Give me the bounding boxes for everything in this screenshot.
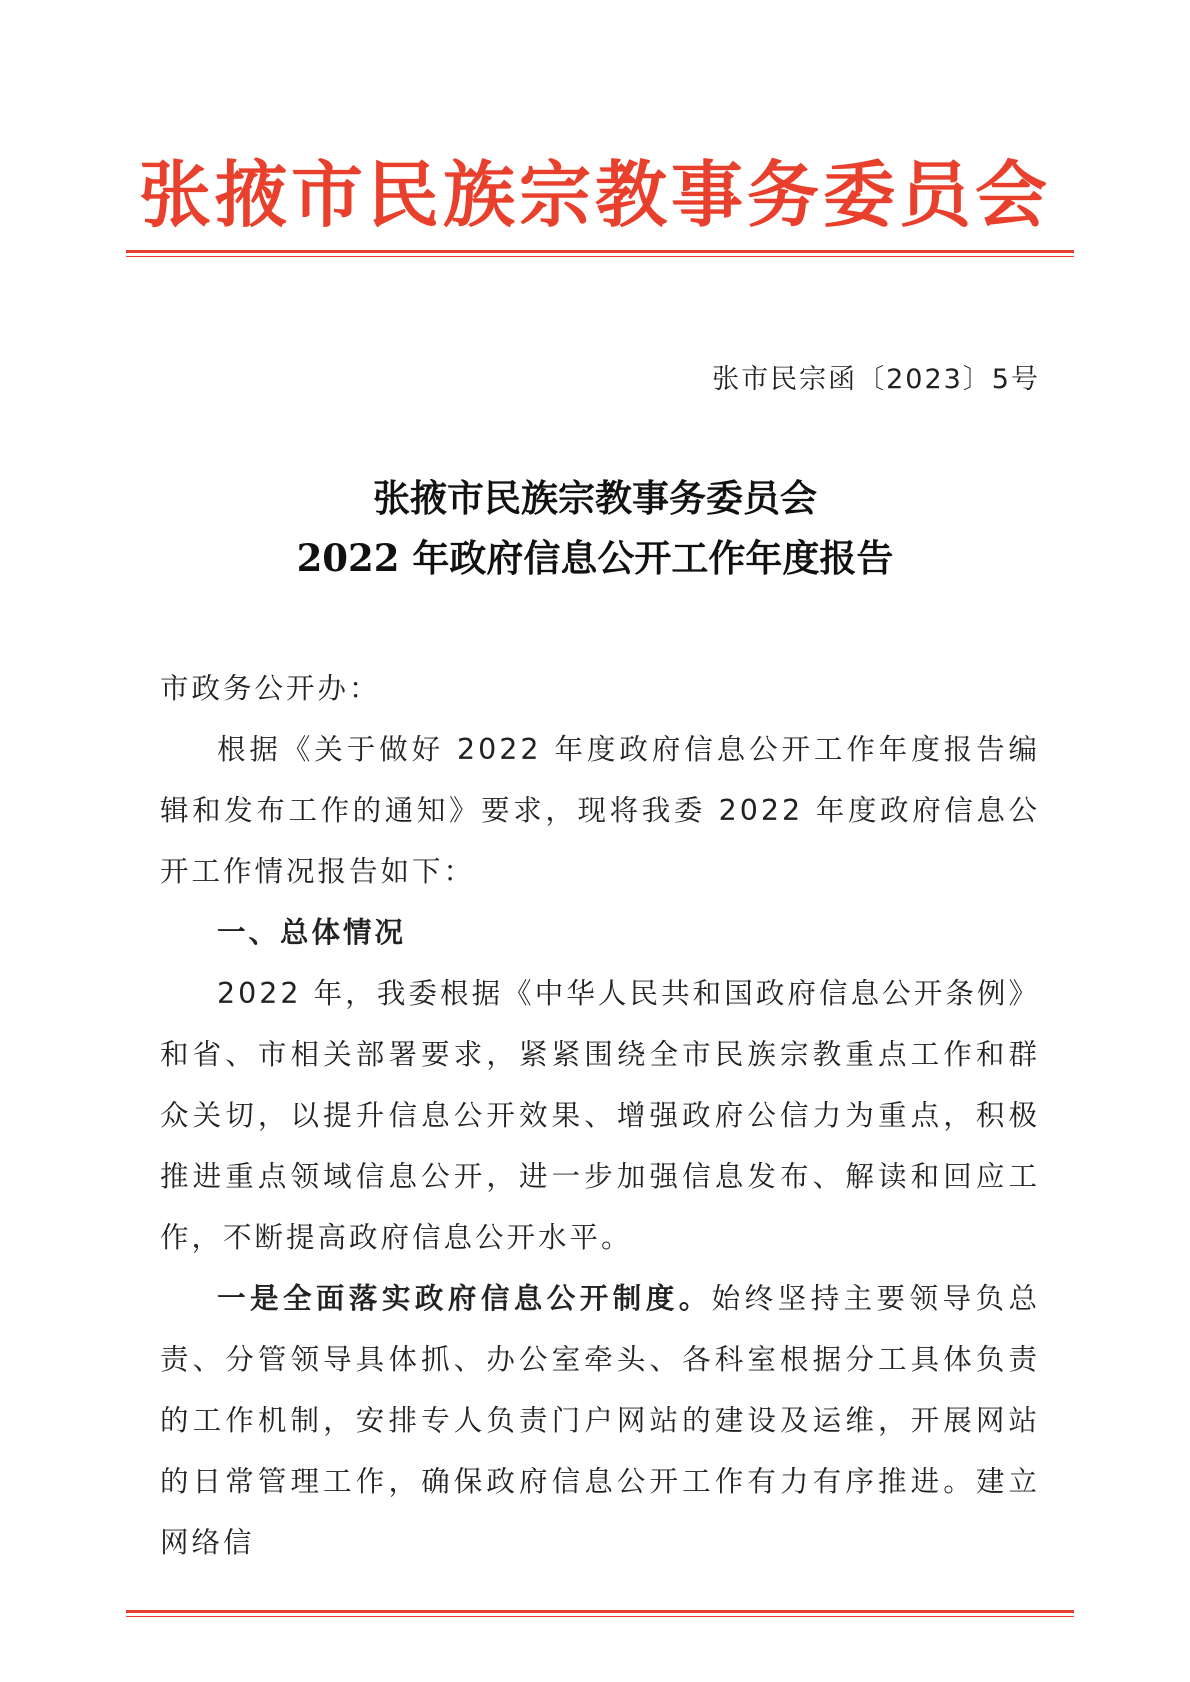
intro-paragraph: 根据《关于做好 2022 年度政府信息公开工作年度报告编辑和发布工作的通知》要求，现将我委 2022 年度政府信息公开工作情况报告如下： <box>160 733 1040 888</box>
organization-header: 张掖市民族宗教事务委员会 <box>138 152 1051 237</box>
salutation: 市政务公开办： <box>160 672 381 705</box>
system-paragraph <box>160 1268 1040 1573</box>
document-title-line2: 2022 年政府信息公开工作年度报告 <box>296 536 894 580</box>
document-body <box>160 658 1040 1573</box>
system-paragraph-body: 始终坚持主要领导负总责、分管领导具体抓、办公室牵头、各科室根据分工具体负责的工作机制，安排专人负责门户网站的建设及运维，开展网站的日常管理工作，确保政府信息公开工作有力有序推进。建立网络信 <box>160 1282 1040 1559</box>
header-red-rule <box>126 250 1074 257</box>
system-paragraph-lead: 一是全面落实政府信息公开制度。 <box>217 1282 712 1315</box>
document-number: 张市民宗函〔2023〕5号 <box>712 364 1040 395</box>
footer-red-rule <box>126 1610 1074 1617</box>
section-heading-overall: 一、总体情况 <box>217 916 407 949</box>
document-title-line1: 张掖市民族宗教事务委员会 <box>373 476 817 520</box>
overall-paragraph: 2022 年，我委根据《中华人民共和国政府信息公开条例》和省、市相关部署要求，紧紧围绕全市民族宗教重点工作和群众关切，以提升信息公开效果、增强政府公信力为重点，积极推进重点领域信息公开，进一步加强信息发布、解读和回应工作，不断提高政府信息公开水平。 <box>160 977 1040 1254</box>
